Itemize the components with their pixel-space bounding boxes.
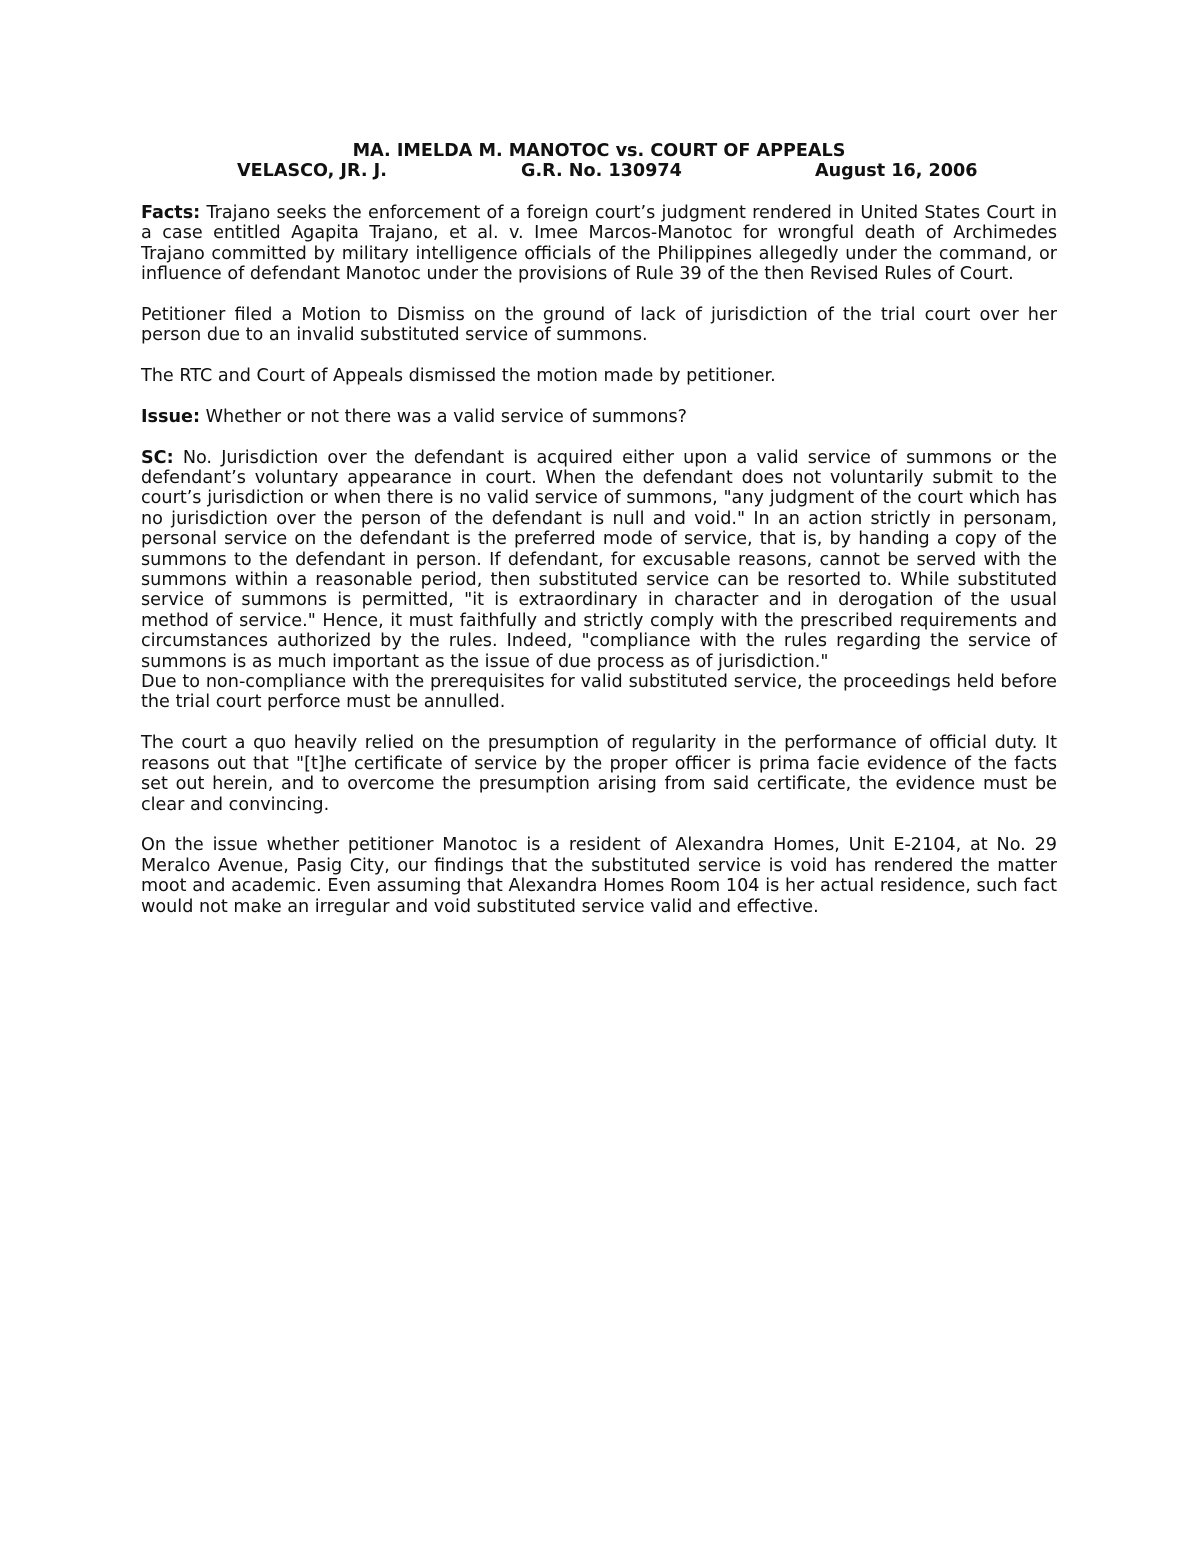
motion-paragraph: Petitioner filed a Motion to Dismiss on the ground of lack of jurisdiction of the trial court over her person due to an invalid substituted service of summons. xyxy=(141,304,1057,346)
sc-paragraph xyxy=(141,448,1057,672)
decision-date: August 16, 2006 xyxy=(815,161,978,182)
residence-paragraph: On the issue whether petitioner Manotoc is a resident of Alexandra Homes, Unit E-2104, at No. 29 Meralco Avenue, Pasig City, our findings that the substituted service is void has rendered the matter moot and academic. Even assuming that Alexandra Homes Room 104 is her actual residence, such fact would not make an irregular and void substituted service valid and effective. xyxy=(141,835,1057,917)
case-title: MA. IMELDA M. MANOTOC vs. COURT OF APPEALS xyxy=(352,141,846,161)
issue-text: Whether or not there was a valid service of summons? xyxy=(205,406,687,427)
facts-label: Facts: xyxy=(141,202,201,223)
facts-text: Trajano seeks the enforcement of a foreign court’s judgment rendered in United States Court in a case entitled Agapita Trajano, et al. v. Imee Marcos-Manotoc for wrongful death of Archimedes Trajano committed by military intelligence officials of the Philippines allegedly under the command, or influence of defendant Manotoc under the provisions of Rule 39 of the then Revised Rules of Court. xyxy=(141,202,1058,285)
sc-label: SC: xyxy=(141,447,174,468)
sc-text: No. Jurisdiction over the defendant is acquired either upon a valid service of summons or the defendant’s voluntary appearance in court. When the defendant does not voluntarily submit to the court’s jurisdiction or when there is no valid service of summons, "any judgment of the court which has no jurisdiction over the person of the defendant is null and void." In an action strictly in personam, personal service on the defendant is the preferred mode of service, that is, by handing a copy of the summons to the defendant in person. If defendant, for excusable reasons, cannot be served with the summons within a reasonable period, then substituted service can be resorted to. While substituted service of summons is permitted, "it is extraordinary in character and in derogation of the usual method of service." Hence, it must faithfully and strictly comply with the prescribed requirements and circumstances authorized by the rules. Indeed, "compliance with the rules regarding the service of summons is as much important as the issue of due process as of jurisdiction." xyxy=(141,447,1057,672)
facts-paragraph xyxy=(141,203,1057,285)
a-quo-paragraph: The court a quo heavily relied on the presumption of regularity in the performance of official duty. It reasons out that "[t]he certificate of service by the proper officer is prima facie evidence of the facts set out herein, and to overcome the presumption arising from said certificate, the evidence must be clear and convincing. xyxy=(141,733,1057,815)
gr-number: G.R. No. 130974 xyxy=(521,161,682,182)
issue-paragraph xyxy=(141,407,1057,427)
rtc-paragraph: The RTC and Court of Appeals dismissed the motion made by petitioner. xyxy=(141,366,776,387)
issue-label: Issue: xyxy=(141,406,200,427)
annulment-paragraph: Due to non-compliance with the prerequisites for valid substituted service, the proceedings held before the trial court perforce must be annulled. xyxy=(141,672,1057,713)
document-page xyxy=(141,141,1057,917)
case-meta xyxy=(141,161,1057,182)
ponente: VELASCO, JR. J. xyxy=(237,161,387,182)
